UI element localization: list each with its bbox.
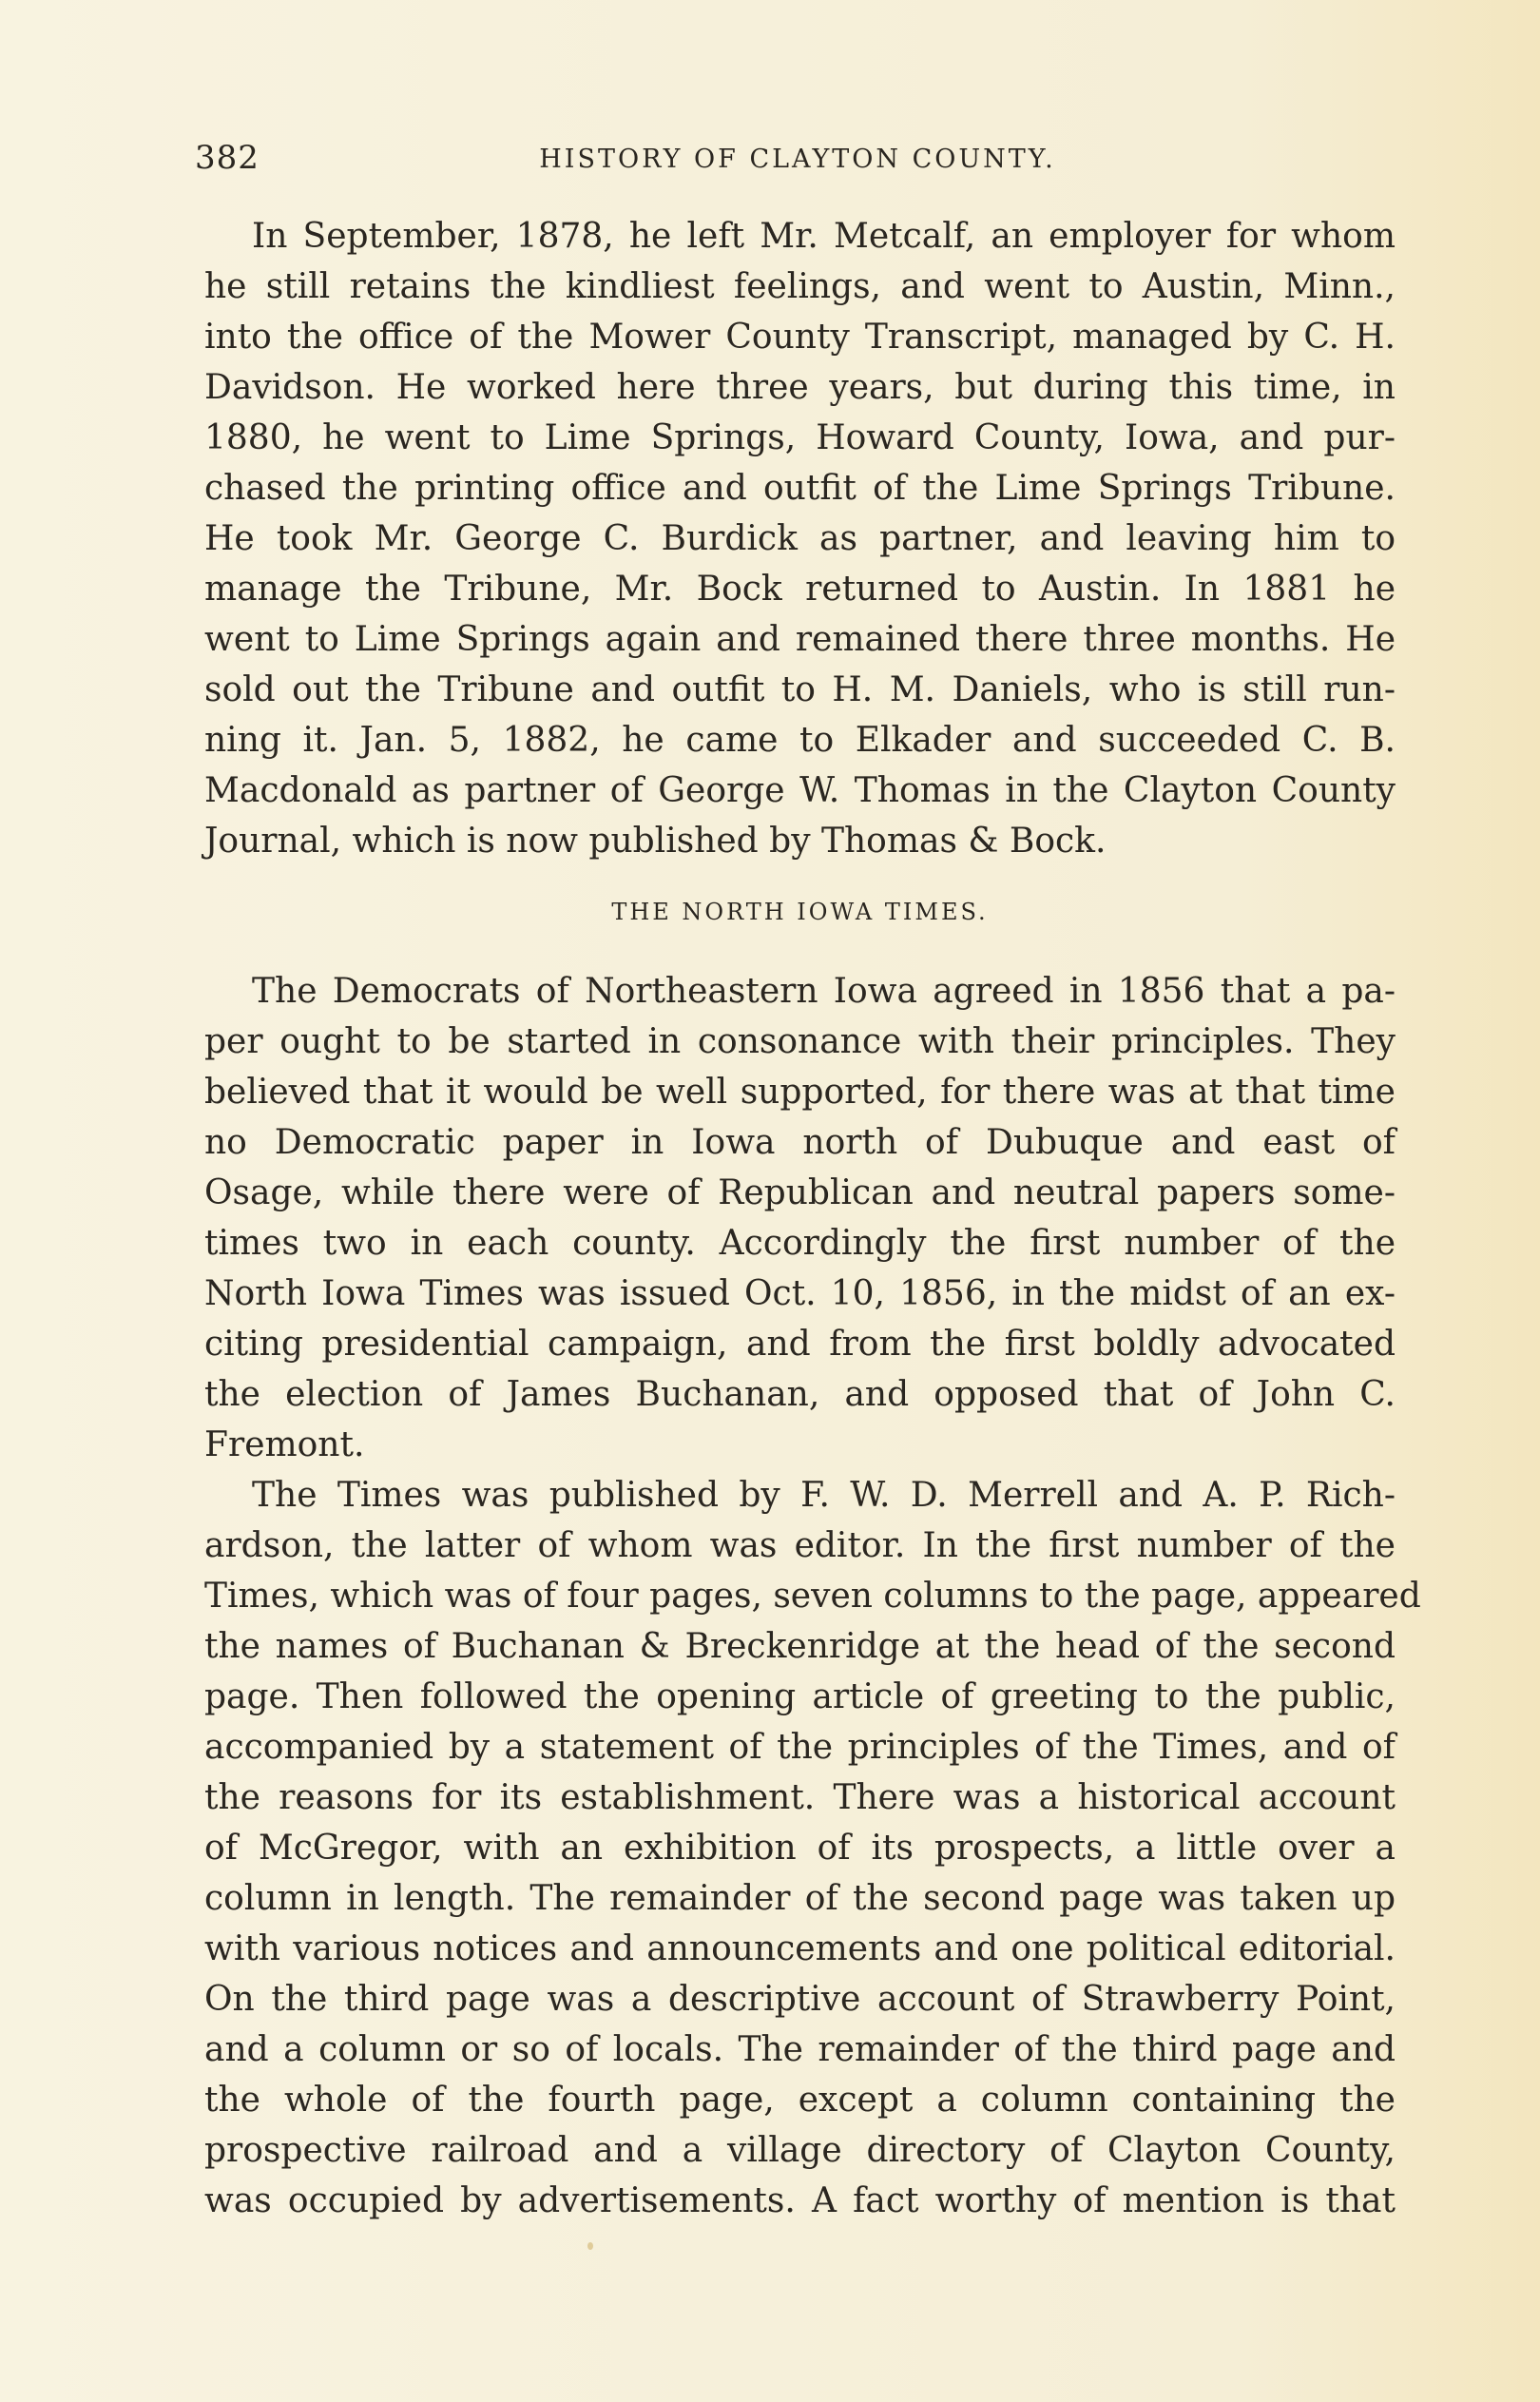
- text-line: page. Then followed the opening article of greeting to the public,: [204, 1677, 1396, 1716]
- text-line: Macdonald as partner of George W. Thomas in the Clayton County: [204, 771, 1396, 810]
- text-line: ardson, the latter of whom was editor. In the first number of the: [204, 1526, 1396, 1565]
- text-line: Davidson. He worked here three years, but during this time, in: [204, 368, 1396, 407]
- text-line: 1880, he went to Lime Springs, Howard County, Iowa, and pur-: [204, 418, 1396, 457]
- text-line: went to Lime Springs again and remained there three months. He: [204, 620, 1396, 659]
- page-header: [195, 133, 1400, 181]
- text-line: of McGregor, with an exhibition of its prospects, a little over a: [204, 1829, 1396, 1868]
- text-line: no Democratic paper in Iowa north of Dubuque and east of: [204, 1123, 1396, 1162]
- section-heading: THE NORTH IOWA TIMES.: [611, 899, 989, 925]
- text-line: column in length. The remainder of the second page was taken up: [204, 1879, 1396, 1918]
- text-line: into the office of the Mower County Transcript, managed by C. H.: [204, 318, 1396, 357]
- text-line: chased the printing office and outfit of the Lime Springs Tribune.: [204, 469, 1396, 508]
- text-line: prospective railroad and a village directory of Clayton County,: [204, 2131, 1396, 2170]
- text-line: On the third page was a descriptive account of Strawberry Point,: [204, 1980, 1396, 2019]
- text-line: per ought to be started in consonance with their principles. They: [204, 1022, 1396, 1061]
- text-line: ning it. Jan. 5, 1882, he came to Elkader and succeeded C. B.: [204, 721, 1396, 760]
- text-line: citing presidential campaign, and from the first boldly advocated: [204, 1325, 1396, 1364]
- body-text: [204, 211, 1421, 2226]
- text-line: the reasons for its establishment. There was a historical account: [204, 1778, 1396, 1817]
- text-line: believed that it would be well supported, for there was at that time: [204, 1073, 1396, 1112]
- text-line: sold out the Tribune and outfit to H. M. Daniels, who is still run-: [204, 670, 1396, 709]
- text-line: North Iowa Times was issued Oct. 10, 1856, in the midst of an ex-: [204, 1274, 1396, 1313]
- text-line: He took Mr. George C. Burdick as partner, and leaving him to: [204, 519, 1396, 558]
- text-line: the whole of the fourth page, except a column containing the: [204, 2081, 1396, 2120]
- ink-speck: [587, 2242, 593, 2250]
- text-line: manage the Tribune, Mr. Bock returned to Austin. In 1881 he: [204, 570, 1396, 609]
- text-line: times two in each county. Accordingly the first number of the: [204, 1224, 1396, 1263]
- text-line: accompanied by a statement of the principles of the Times, and of: [204, 1728, 1396, 1767]
- text-line: the names of Buchanan & Breckenridge at the head of the second: [204, 1627, 1396, 1666]
- text-line: and a column or so of locals. The remainder of the third page and: [204, 2030, 1396, 2069]
- text-line: with various notices and announcements and one political editorial.: [204, 1929, 1396, 1968]
- text-line: Times, which was of four pages, seven columns to the page, appeared: [204, 1577, 1421, 1616]
- text-line: The Democrats of Northeastern Iowa agreed in 1856 that a pa-: [252, 972, 1396, 1011]
- text-line: In September, 1878, he left Mr. Metcalf, an employer for whom: [252, 217, 1396, 256]
- text-line: Journal, which is now published by Thomas & Bock.: [204, 822, 1107, 861]
- text-line: Osage, while there were of Republican and neutral papers some-: [204, 1173, 1396, 1212]
- text-line: Fremont.: [204, 1425, 365, 1464]
- text-line: The Times was published by F. W. D. Merrell and A. P. Rich-: [252, 1476, 1396, 1515]
- running-head: HISTORY OF CLAYTON COUNTY.: [539, 145, 1056, 174]
- text-line: the election of James Buchanan, and opposed that of John C.: [204, 1375, 1396, 1414]
- text-line: was occupied by advertisements. A fact worthy of mention is that: [204, 2181, 1396, 2220]
- page-number: 382: [195, 139, 260, 177]
- text-line: he still retains the kindliest feelings, and went to Austin, Minn.,: [204, 267, 1396, 306]
